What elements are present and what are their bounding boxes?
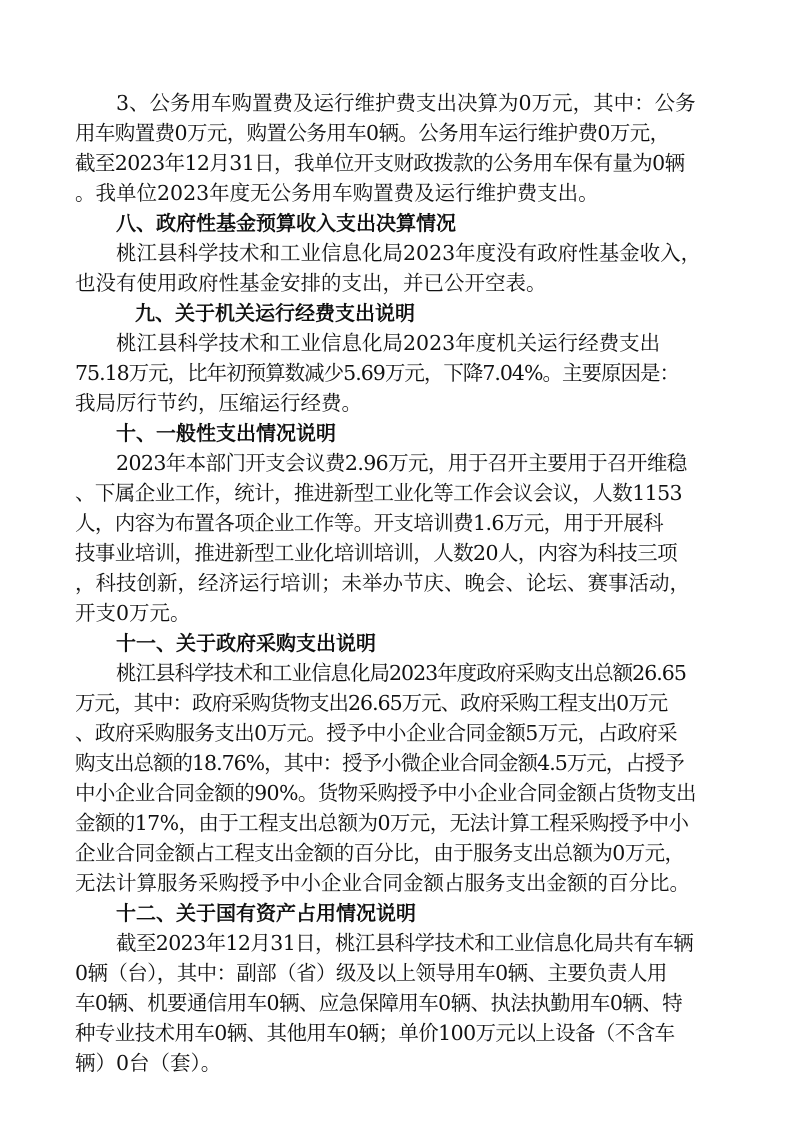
text-line: 截至2023年12月31日，桃江县科学技术和工业信息化局共有车辆 — [116, 931, 694, 955]
text-line: 辆）0台（套）。 — [75, 1051, 222, 1075]
paragraph-section-9 — [75, 328, 723, 418]
text-line: ，科技创新，经济运行培训；未举办节庆、晚会、论坛、赛事活动， — [75, 571, 690, 595]
text-line: 、下属企业工作，统计，推进新型工业化等工作会议会议，人数1153 — [75, 481, 682, 505]
text-line: 车0辆、机要通信用车0辆、应急保障用车0辆、执法执勤用车0辆、特 — [75, 991, 682, 1015]
text-line: 种专业技术用车0辆、其他用车0辆；单价100万元以上设备（不含车 — [75, 1021, 675, 1045]
text-line: 企业合同金额占工程支出金额的百分比，由于服务支出总额为0万元， — [75, 841, 685, 865]
text-line: 购支出总额的18.76%，其中：授予小微企业合同金额4.5万元，占授予 — [75, 751, 684, 775]
text-line: 用车购置费0万元，购置公务用车0辆。公务用车运行维护费0万元， — [75, 121, 670, 145]
text-line: 、政府采购服务支出0万元。授予中小企业合同金额5万元，占政府采 — [75, 721, 677, 745]
text-line: 也没有使用政府性基金安排的支出，并已公开空表。 — [75, 271, 547, 295]
paragraph-section-12 — [75, 928, 723, 1078]
text-line: 开支0万元。 — [75, 601, 191, 625]
text-line: 人，内容为布置各项企业工作等。开支培训费1.6万元，用于开展科 — [75, 511, 664, 535]
text-line: 3、公务用车购置费及运行维护费支出决算为0万元，其中：公务 — [116, 91, 696, 115]
text-line: 截至2023年12月31日，我单位开支财政拨款的公务用车保有量为0辆 — [75, 151, 685, 175]
document-page — [75, 88, 723, 1078]
text-line: 桃江县科学技术和工业信息化局2023年度政府采购支出总额26.65 — [116, 661, 686, 685]
heading-section-12: 十二、关于国有资产占用情况说明 — [116, 901, 416, 925]
text-line: 我局厉行节约，压缩运行经费。 — [75, 391, 362, 415]
text-line: 。我单位2023年度无公务用车购置费及运行维护费支出。 — [75, 181, 599, 205]
text-line: 无法计算服务采购授予中小企业合同金额占服务支出金额的百分比。 — [75, 871, 690, 895]
text-line: 75.18万元，比年初预算数减少5.69万元，下降7.04%。主要原因是： — [75, 361, 679, 385]
text-line: 中小企业合同金额的90%。货物采购授予中小企业合同金额占货物支出 — [75, 781, 696, 805]
heading-section-9: 九、关于机关运行经费支出说明 — [135, 301, 415, 325]
text-line: 0辆（台），其中：副部（省）级及以上领导用车0辆、主要负责人用 — [75, 961, 667, 985]
text-line: 万元，其中：政府采购货物支出26.65万元、政府采购工程支出0万元 — [75, 691, 668, 715]
paragraph-vehicle-expenses — [75, 88, 723, 208]
heading-section-11: 十一、关于政府采购支出说明 — [116, 631, 376, 655]
text-line: 2023年本部门开支会议费2.96万元，用于召开主要用于召开维稳 — [116, 451, 687, 475]
paragraph-section-11 — [75, 658, 723, 898]
paragraph-section-8 — [75, 238, 723, 298]
text-line: 金额的17%，由于工程支出总额为0万元，无法计算工程采购授予中小 — [75, 811, 689, 835]
text-line: 技事业培训，推进新型工业化培训培训，人数20人，内容为科技三项 — [75, 541, 677, 565]
paragraph-section-10 — [75, 448, 723, 628]
heading-section-10: 十、一般性支出情况说明 — [116, 421, 336, 445]
text-line: 桃江县科学技术和工业信息化局2023年度没有政府性基金收入， — [116, 241, 702, 265]
heading-section-8: 八、政府性基金预算收入支出决算情况 — [116, 211, 456, 235]
text-line: 桃江县科学技术和工业信息化局2023年度机关运行经费支出 — [116, 331, 661, 355]
